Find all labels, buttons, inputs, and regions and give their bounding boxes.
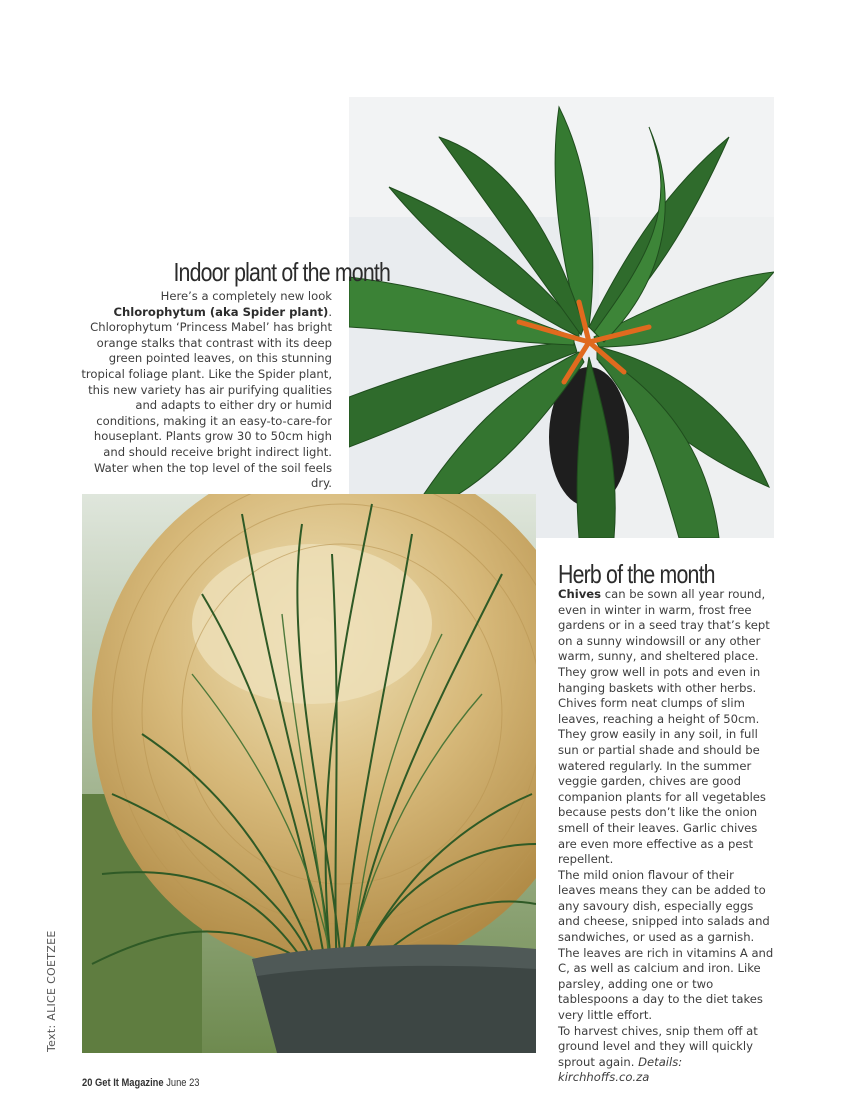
indoor-plant-heading: Indoor plant of the month: [173, 257, 390, 287]
text-credit: Text: ALICE COETZEE: [45, 930, 58, 1052]
indoor-description-text: . Chlorophytum ‘Princess Mabel’ has bright orange stalks that contrast with its deep green pointed leaves, on this stunning tropical foliage plant. Like the Spider plant, this new variety has air purifying qualities and adapts to either dry or humid conditions, making it an easy-to-care-for houseplant. Plants grow 30 to 50cm high and should receive bright indirect light. Water when the top level of the soil feels dry.: [81, 304, 332, 491]
herb-heading: Herb of the month: [558, 559, 715, 589]
herb-body: [558, 587, 774, 1086]
magazine-name: Get It Magazine: [95, 1077, 164, 1089]
indoor-intro-text: Here’s a completely new look: [160, 289, 332, 303]
herb-paragraph-2: The mild onion flavour of their leaves means they can be added to any savoury dish, especially eggs and cheese, snipped into salads and sandwiches, or used as a garnish. The leaves are rich in vitamins A and C, as well as calcium and iron. Like parsley, adding one or two tablespoons a day to the diet takes very little effort.: [558, 867, 774, 1023]
chlorophytum-image: [349, 97, 774, 538]
herb-name-bold: Chives: [558, 587, 602, 601]
page-number: 20: [82, 1077, 93, 1089]
page-footer: [82, 1077, 199, 1089]
indoor-plant-body: [70, 289, 332, 507]
herb-paragraph-3: To harvest chives, snip them off at ground level and they will quickly sprout again.: [558, 1023, 758, 1069]
herb-details-link: Details: kirchhoffs.co.za: [558, 1054, 683, 1085]
issue-date: June 23: [166, 1077, 200, 1089]
chives-image: [82, 494, 536, 1053]
plant-name-bold: Chlorophytum (aka Spider plant): [113, 304, 329, 319]
chives-photo: [82, 494, 536, 1053]
chlorophytum-photo: [349, 97, 774, 538]
herb-paragraph-1: can be sown all year round, even in winter in warm, frost free gardens or in a seed tray that’s kept on a sunny windowsill or any other warm, sunny, and sheltered place. They grow well in pots and even in hanging baskets with other herbs. Chives form neat clumps of slim leaves, reaching a height of 50cm. They grow easily in any soil, in full sun or partial shade and should be watered regularly. In the summer veggie garden, chives are good companion plants for all vegetables because pests don’t like the onion smell of their leaves. Garlic chives are even more effective as a pest repellent.: [558, 587, 770, 867]
